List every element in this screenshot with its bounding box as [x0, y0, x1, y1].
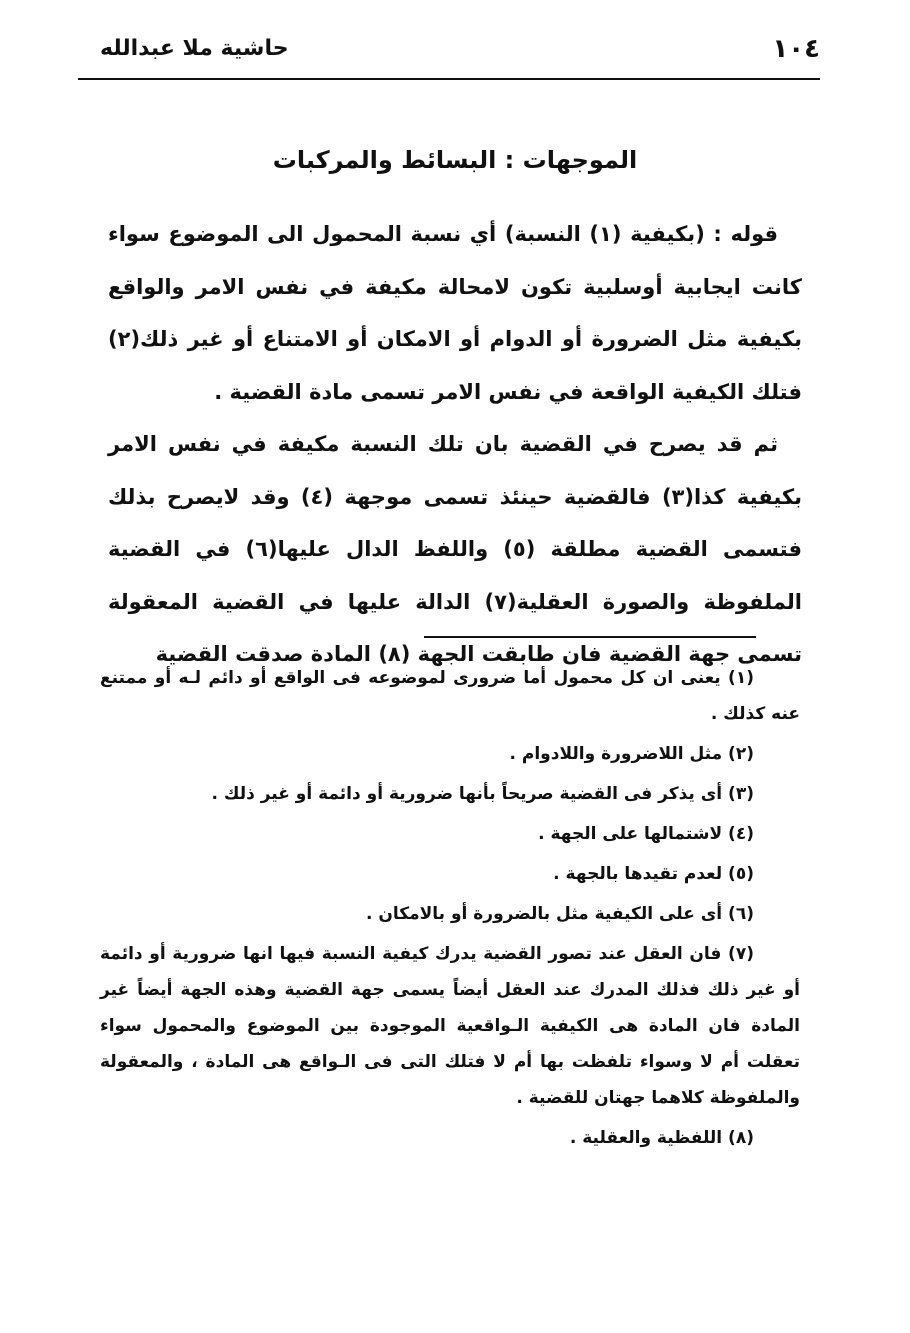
- footnote-2: (٢) مثل اللاضرورة واللادوام .: [509, 744, 754, 764]
- footnote-3: (٣) أى يذكر فى القضية صريحاً بأنها ضرورية أو دائمة أو غير ذلك .: [211, 784, 754, 804]
- main-text: [108, 208, 802, 681]
- footnotes: [100, 660, 800, 1160]
- footnote-1: (١) يعنى ان كل محمول أما ضرورى لموضوعه فى الواقع أو دائم لـه أو ممتنع عنه كذلك .: [100, 668, 800, 724]
- footnote-separator: [424, 636, 756, 638]
- footnote-5: (٥) لعدم تقيدها بالجهة .: [553, 864, 754, 884]
- header-rule: [78, 78, 820, 80]
- footnote-6: (٦) أى على الكيفية مثل بالضرورة أو بالامكان .: [365, 904, 754, 924]
- page-header: [78, 28, 820, 80]
- section-title: الموجهات : البسائط والمركبات: [272, 146, 638, 174]
- footnote-7: (٧) فان العقل عند تصور القضية يدرك كيفية النسبة فيها انها ضرورية أو دائمة أو غير ذلك فذلك المدرك عند العقل أيضاً يسمى جهة القضية وهذه الجهة أيضاً غير المادة فان المادة هى الكيفية الـواقعية الموجودة بين الموضوع والمحمول سواء تعقلت أم لا وسواء تلفظت بها أم لا فتلك التى فى الـواقع هى المادة ، والمعقولة والملفوظة كلاهما جهتان للقضية .: [100, 944, 800, 1108]
- page-number: ١٠٤: [772, 34, 820, 64]
- paragraph-2: ثم قد يصرح في القضية بان تلك النسبة مكيفة في نفس الامر بكيفية كذا(٣) فالقضية حينئذ تسمى موجهة (٤) وقد لايصرح بذلك فتسمى القضية مطلقة (٥) واللفظ الدال عليها(٦) في القضية الملفوظة والصورة العقلية(٧) الدالة عليها في القضية المعقولة تسمى جهة القضية فان طابقت الجهة (٨) المادة صدقت القضية: [108, 432, 802, 666]
- running-title: حاشية ملا عبدالله: [100, 36, 289, 61]
- paragraph-1: قوله : (بكيفية (١) النسبة) أي نسبة المحمول الى الموضوع سواء كانت ايجابية أوسلبية تكون لامحالة مكيفة في نفس الامر والواقع بكيفية مثل الضرورة أو الدوام أو الامكان أو الامتناع أو غير ذلك(٢) فتلك الكيفية الواقعة في نفس الامر تسمى مادة القضية .: [108, 222, 802, 404]
- footnote-4: (٤) لاشتمالها على الجهة .: [538, 824, 754, 844]
- footnote-8: (٨) اللفظية والعقلية .: [569, 1128, 754, 1148]
